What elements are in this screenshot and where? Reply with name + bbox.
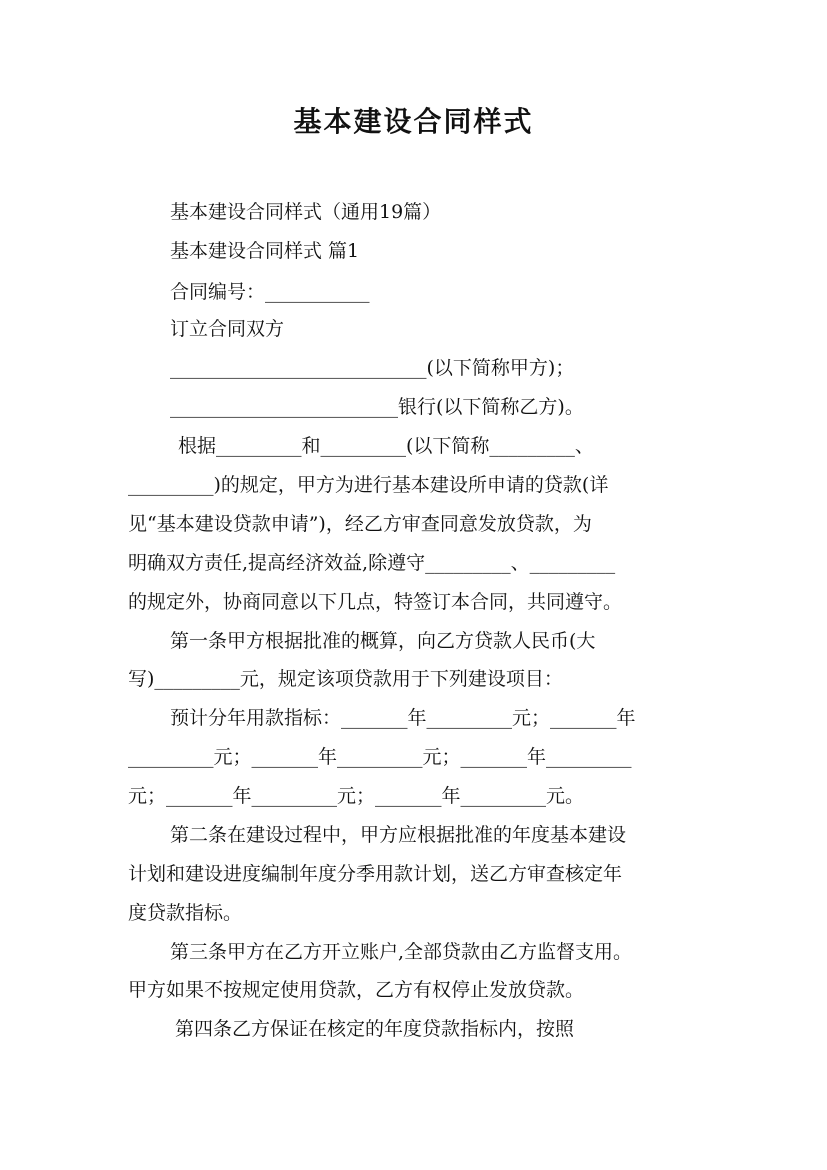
section-heading: 基本建设合同样式 篇1 [170,240,360,262]
body-line: 预计分年用款指标：_______年_________元；_______年 [170,707,636,729]
body-line: 见“基本建设贷款申请”)，经乙方审查同意发放贷款，为 [128,513,592,535]
body-line: 明确双方责任,提高经济效益,除遵守_________、_________ [128,552,616,574]
body-line: 写)_________元，规定该项贷款用于下列建设项目： [128,668,563,690]
article-3-line: 第三条甲方在乙方开立账户,全部贷款由乙方监督支用。 [170,941,633,963]
contract-number-line: 合同编号：___________ [170,281,370,303]
party-b-line: ________________________银行(以下简称乙方)。 [170,396,584,418]
article-1-line: 第一条甲方根据批准的概算，向乙方贷款人民币(大 [170,630,596,652]
body-line: 计划和建设进度编制年度分季用款计划，送乙方审查核定年 [128,863,623,885]
body-line: 度贷款指标。 [128,902,243,924]
body-line: 元；_______年_________元；_______年_________元。 [128,785,585,807]
document-title: 基本建设合同样式 [293,105,534,138]
subtitle-line: 基本建设合同样式（通用19篇） [170,201,442,223]
article-4-line: 第四条乙方保证在核定的年度贷款指标内，按照 [175,1018,575,1040]
parties-heading: 订立合同双方 [170,318,285,340]
party-a-line: ___________________________(以下简称甲方)； [170,357,575,379]
article-2-line: 第二条在建设过程中，甲方应根据批准的年度基本建设 [170,824,627,846]
body-line: 甲方如果不按规定使用贷款，乙方有权停止发放贷款。 [128,979,585,1001]
body-line: 的规定外，协商同意以下几点，特签订本合同，共同遵守。 [128,591,623,613]
body-line: _________)的规定，甲方为进行基本建设所申请的贷款(详 [128,474,609,496]
body-line: _________元；_______年_________元；_______年_________ [128,746,632,768]
body-line: 根据_________和_________(以下简称_________、 [178,435,594,457]
